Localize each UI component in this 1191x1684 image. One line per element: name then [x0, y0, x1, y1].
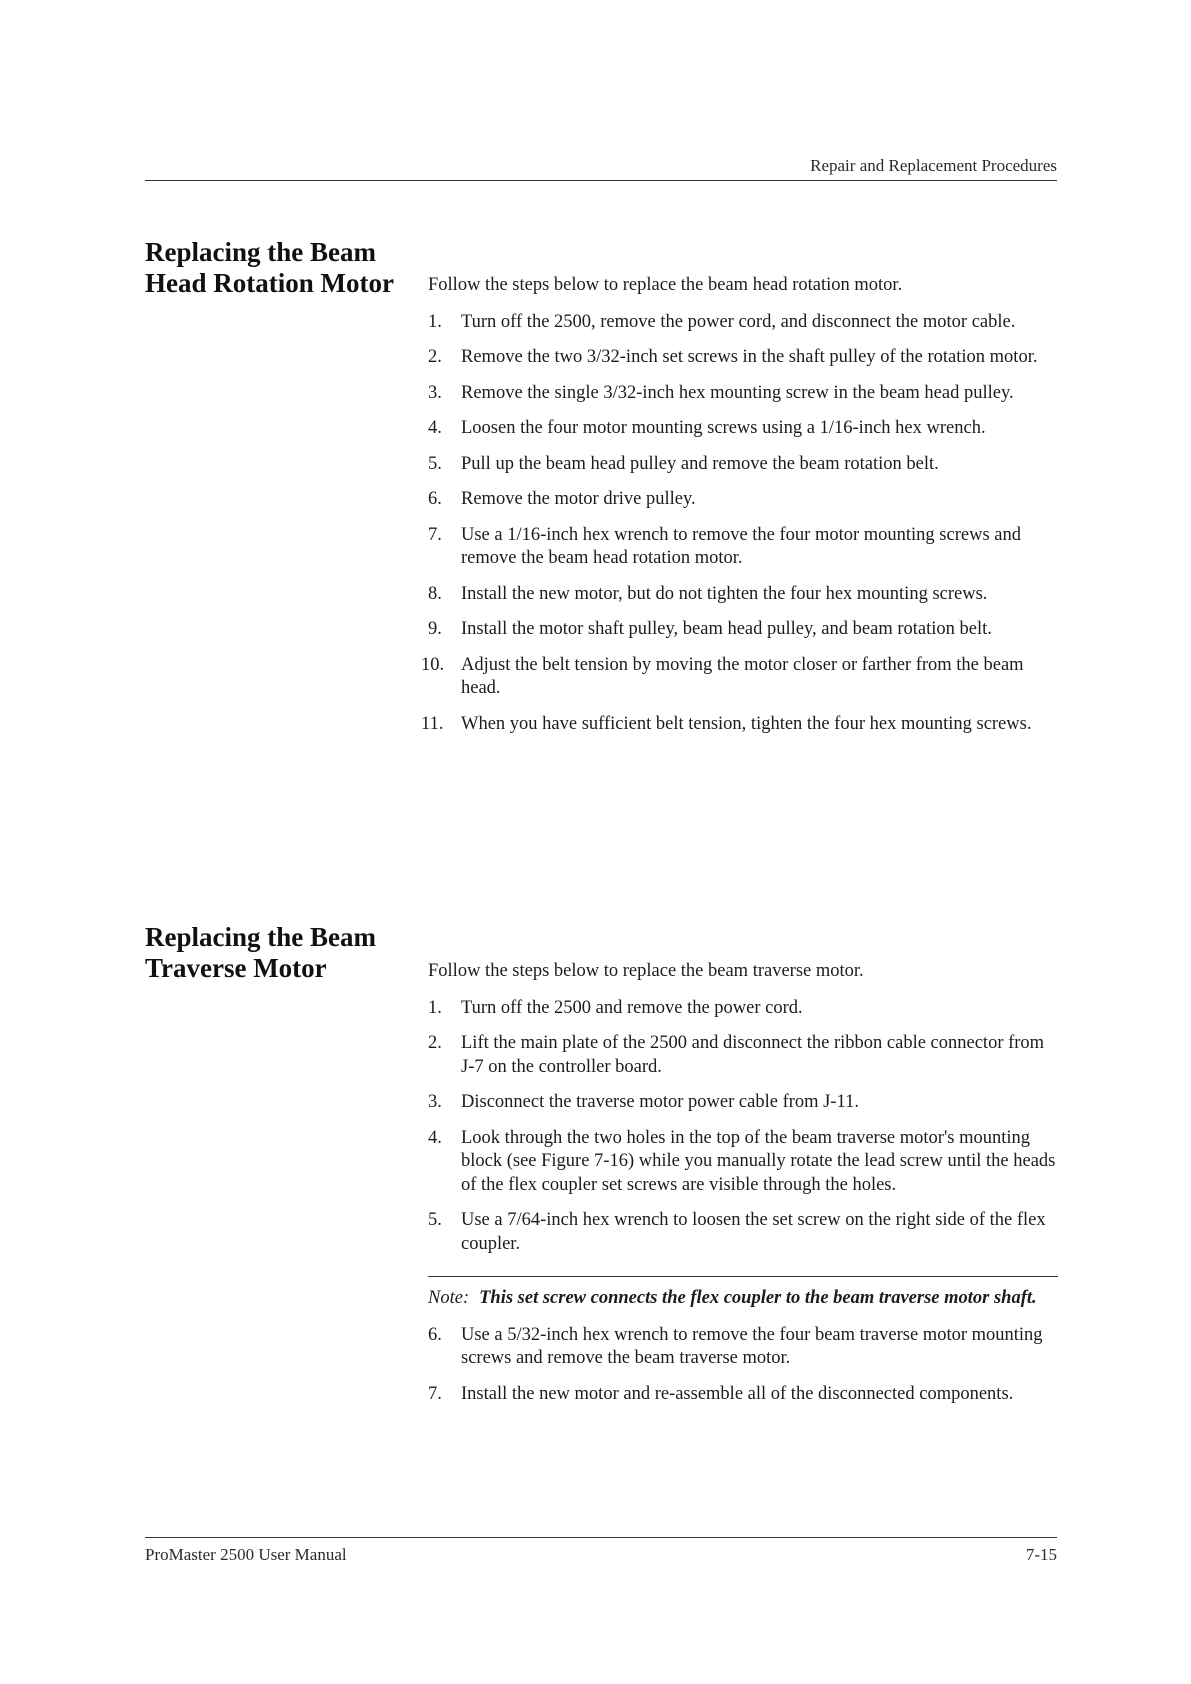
- section-title-traverse-motor: [145, 922, 395, 984]
- step-item: [428, 382, 1058, 406]
- step-item: [421, 713, 1058, 737]
- step-number: 3.: [428, 382, 442, 403]
- footer-rule: [145, 1537, 1057, 1538]
- traverse-motor-steps: [428, 997, 1058, 1257]
- step-item: [428, 417, 1058, 441]
- step-text: Use a 7/64-inch hex wrench to loosen the set screw on the right side of the flex coupler.: [461, 1210, 1046, 1254]
- section-title-rotation-motor: [145, 237, 395, 299]
- step-number: 1.: [428, 311, 442, 332]
- step-item: [428, 583, 1058, 607]
- step-number: 6.: [428, 489, 442, 509]
- step-number: 8.: [428, 583, 442, 604]
- step-item: [428, 1209, 1058, 1256]
- section-title-line: Replacing the Beam: [145, 237, 376, 267]
- step-text: Install the new motor, but do not tighten the four hex mounting screws.: [461, 583, 988, 604]
- step-text: Disconnect the traverse motor power cable from J-11.: [461, 1092, 859, 1112]
- step-text: Turn off the 2500 and remove the power cord.: [461, 997, 803, 1018]
- step-text: Remove the single 3/32-inch hex mounting screw in the beam head pulley.: [461, 382, 1014, 403]
- note-box: [428, 1276, 1058, 1311]
- step-number: 2.: [428, 1033, 442, 1053]
- procedure-intro: Follow the steps below to replace the beam traverse motor.: [428, 961, 864, 981]
- step-item: [428, 1032, 1058, 1079]
- step-text: Loosen the four motor mounting screws using a 1/16-inch hex wrench.: [461, 418, 986, 438]
- step-number: 7.: [428, 1383, 442, 1404]
- step-text: Use a 5/32-inch hex wrench to remove the four beam traverse motor mounting screws and remove the beam traverse motor.: [461, 1324, 1043, 1368]
- section-title-line: Traverse Motor: [145, 953, 327, 983]
- step-text: Adjust the belt tension by moving the motor closer or farther from the beam head.: [461, 654, 1024, 698]
- running-header: Repair and Replacement Procedures: [810, 156, 1057, 175]
- step-item: [428, 453, 1058, 477]
- step-number: 6.: [428, 1324, 442, 1345]
- step-item: [428, 997, 1058, 1021]
- step-item: [428, 524, 1058, 571]
- section-title-line: Head Rotation Motor: [145, 268, 394, 298]
- step-number: 9.: [428, 619, 442, 639]
- step-number: 10.: [421, 654, 445, 675]
- traverse-motor-procedure: [428, 960, 1058, 1418]
- step-item: [428, 346, 1058, 370]
- step-item: [428, 1324, 1058, 1371]
- step-number: 2.: [428, 347, 442, 367]
- step-item: [428, 1383, 1058, 1407]
- step-item: [428, 1091, 1058, 1115]
- note-label: Note:: [428, 1288, 470, 1308]
- step-text: Pull up the beam head pulley and remove the beam rotation belt.: [461, 453, 939, 474]
- procedure-intro: Follow the steps below to replace the beam head rotation motor.: [428, 275, 903, 295]
- step-number: 11.: [421, 713, 444, 734]
- step-text: Remove the motor drive pulley.: [461, 489, 696, 509]
- traverse-motor-steps-continued: [428, 1324, 1058, 1407]
- note-text: This set screw connects the flex coupler to the beam traverse motor shaft.: [479, 1288, 1037, 1308]
- step-text: Install the new motor and re-assemble all of the disconnected components.: [461, 1383, 1014, 1404]
- step-text: Lift the main plate of the 2500 and disconnect the ribbon cable connector from J-7 on the controller board.: [461, 1033, 1045, 1077]
- step-number: 1.: [428, 997, 442, 1018]
- step-number: 4.: [428, 1127, 442, 1148]
- step-item: [421, 654, 1058, 701]
- header-rule: [145, 180, 1057, 181]
- step-text: Look through the two holes in the top of the beam traverse motor's mounting block (see Figure 7-16) while you manually rotate the lead screw until the heads of the flex coupler set screws are visible through the holes.: [461, 1127, 1056, 1195]
- step-item: [428, 1127, 1058, 1198]
- footer-manual-title: ProMaster 2500 User Manual: [145, 1545, 347, 1564]
- rotation-motor-steps: [421, 311, 1058, 737]
- rotation-motor-procedure: [421, 274, 1058, 748]
- step-text: Use a 1/16-inch hex wrench to remove the four motor mounting screws and remove the beam head rotation motor.: [461, 524, 1021, 568]
- page-number: 7-15: [1025, 1545, 1057, 1564]
- step-text: Remove the two 3/32-inch set screws in the shaft pulley of the rotation motor.: [461, 347, 1038, 367]
- step-text: Turn off the 2500, remove the power cord, and disconnect the motor cable.: [461, 311, 1016, 332]
- step-number: 5.: [428, 1210, 442, 1230]
- step-item: [428, 311, 1058, 335]
- step-number: 5.: [428, 453, 442, 474]
- step-item: [428, 618, 1058, 642]
- section-title-line: Replacing the Beam: [145, 922, 376, 952]
- step-number: 3.: [428, 1092, 442, 1112]
- step-number: 4.: [428, 418, 442, 438]
- step-item: [428, 488, 1058, 512]
- step-text: When you have sufficient belt tension, tighten the four hex mounting screws.: [461, 713, 1032, 734]
- step-number: 7.: [428, 524, 442, 545]
- step-text: Install the motor shaft pulley, beam head pulley, and beam rotation belt.: [461, 619, 992, 639]
